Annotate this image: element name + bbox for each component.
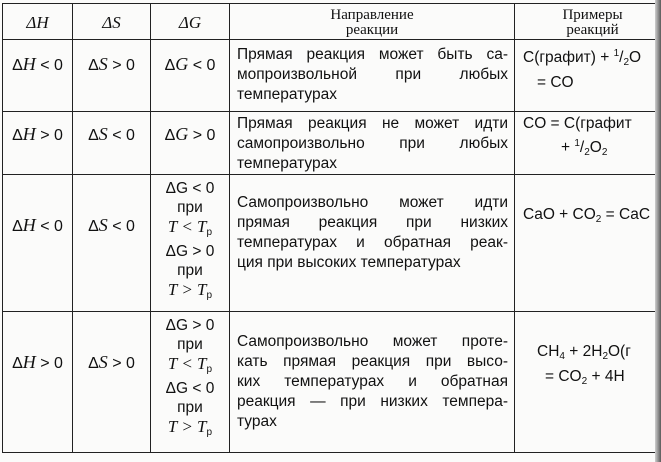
cell-direction <box>230 175 515 312</box>
condition-line: при <box>177 262 203 279</box>
dH-value: < 0 <box>40 218 63 235</box>
dS-value: > 0 <box>112 355 135 372</box>
example-text: + <box>561 139 575 156</box>
example-subscript: 2 <box>623 57 630 68</box>
direction-line: прямая реакция при низких <box>237 214 508 231</box>
table-row <box>3 175 661 312</box>
example-text: O <box>629 49 642 66</box>
dS-value: < 0 <box>112 127 135 144</box>
dS-value: < 0 <box>112 218 135 235</box>
cell-dG: ΔG < 0 <box>151 40 230 112</box>
example-line <box>523 205 661 230</box>
example-subscript: 4 <box>559 351 565 362</box>
cell-dH: ΔH < 0 <box>3 175 73 312</box>
condition-subscript: р <box>206 290 213 301</box>
condition-line: ΔG > 0 <box>165 317 215 334</box>
cell-example <box>515 112 661 175</box>
cell-dS: ΔS > 0 <box>73 312 151 453</box>
direction-line: самопроизвольно при любых <box>237 135 508 152</box>
cell-dS: ΔS < 0 <box>73 175 151 312</box>
example-subscript: 2 <box>601 147 608 158</box>
condition-line <box>151 417 229 442</box>
condition-line: ΔG < 0 <box>165 180 215 197</box>
cell-direction <box>230 112 515 175</box>
example-text: C(графит) + <box>523 49 614 66</box>
header-examples <box>515 4 661 40</box>
table-row <box>3 40 661 112</box>
example-text: O <box>589 139 602 156</box>
example-subscript: 2 <box>602 351 608 362</box>
table-row <box>3 112 661 175</box>
example-subscript: 2 <box>584 147 590 158</box>
dH-value: > 0 <box>40 355 63 372</box>
dS-value: > 0 <box>112 57 135 74</box>
direction-line: реакция — при низких темпера- <box>237 393 508 410</box>
example-subscript: 2 <box>581 376 588 387</box>
condition-line: при <box>177 399 203 416</box>
example-text: = CaC <box>601 206 651 223</box>
example-text: O(г <box>608 343 631 360</box>
example-text: = CO <box>545 368 582 385</box>
example-text: + 2H <box>564 343 603 360</box>
condition-line: при <box>177 336 203 353</box>
cell-dS: ΔS < 0 <box>73 112 151 175</box>
condition-line: ΔG < 0 <box>165 380 215 397</box>
cell-example <box>515 175 661 312</box>
condition-line <box>151 354 229 379</box>
scan-edge-shadow <box>655 0 661 462</box>
condition-text: T < T <box>167 354 207 373</box>
cell-direction <box>230 312 515 453</box>
condition-line <box>151 217 229 242</box>
direction-line: кать прямая реакция при высо- <box>237 353 508 370</box>
direction-line: температурах <box>237 155 337 172</box>
dH-value: < 0 <box>40 57 63 74</box>
direction-line: ция при высоких температурах <box>237 254 461 271</box>
cell-example <box>515 312 661 453</box>
cell-dS: ΔS > 0 <box>73 40 151 112</box>
example-text: + 4H <box>587 368 625 385</box>
condition-text: T > T <box>167 417 207 436</box>
cell-dG-conditions <box>151 175 230 312</box>
condition-line: ΔG > 0 <box>165 243 215 260</box>
header-examples-line2: реакций <box>566 21 619 38</box>
header-examples-line1: Примеры <box>562 6 623 23</box>
dG-value: > 0 <box>192 127 216 144</box>
header-direction <box>230 4 515 40</box>
example-line <box>523 342 661 367</box>
dG-value: < 0 <box>192 57 216 74</box>
condition-line <box>151 280 229 305</box>
direction-line: Прямая реакция может быть са- <box>237 46 508 63</box>
direction-line: Прямая реакция не может идти <box>237 115 508 132</box>
direction-line: мопроизвольной при любых <box>237 66 508 83</box>
example-line: CO = C(графит <box>523 115 632 132</box>
cell-dG-conditions <box>151 312 230 453</box>
header-row <box>3 4 661 40</box>
header-direction-line2: реакции <box>345 21 399 38</box>
example-text: CaO + CO <box>523 206 596 223</box>
direction-line: температурах <box>237 86 337 103</box>
cell-example <box>515 40 661 112</box>
dH-value: > 0 <box>40 127 63 144</box>
direction-line: температурах и обратная реак- <box>237 234 508 251</box>
condition-subscript: р <box>206 427 213 438</box>
cell-dG: ΔG > 0 <box>151 112 230 175</box>
direction-line: Самопроизвольно может идти <box>237 194 508 211</box>
condition-subscript: р <box>206 364 213 375</box>
example-subscript: 2 <box>595 214 602 225</box>
direction-line: турах <box>237 413 277 430</box>
example-text: CH <box>537 343 560 360</box>
example-line <box>523 367 661 392</box>
example-line: C(графит) + $^1/_2O$ <box>523 48 642 68</box>
condition-subscript: р <box>206 227 213 238</box>
cell-dH: ΔH > 0 <box>3 312 73 453</box>
header-direction-line1: Направление <box>330 6 414 23</box>
thermodynamics-table <box>2 3 661 453</box>
cell-dH: ΔH > 0 <box>3 112 73 175</box>
condition-text: T < T <box>167 217 207 236</box>
condition-text: T > T <box>167 280 207 299</box>
cell-dH: ΔH < 0 <box>3 40 73 112</box>
table-row <box>3 312 661 453</box>
direction-line: ких температурах и обратная <box>237 373 508 390</box>
example-line: = CO <box>537 74 574 91</box>
header-dG: ΔG <box>151 4 230 40</box>
example-line: + $^1/_2O_2$ <box>561 138 608 158</box>
cell-direction <box>230 40 515 112</box>
header-dH: ΔH <box>3 4 73 40</box>
condition-line: при <box>177 199 203 216</box>
direction-line: Самопроизвольно может протe- <box>237 333 508 350</box>
header-dS: ΔS <box>73 4 151 40</box>
